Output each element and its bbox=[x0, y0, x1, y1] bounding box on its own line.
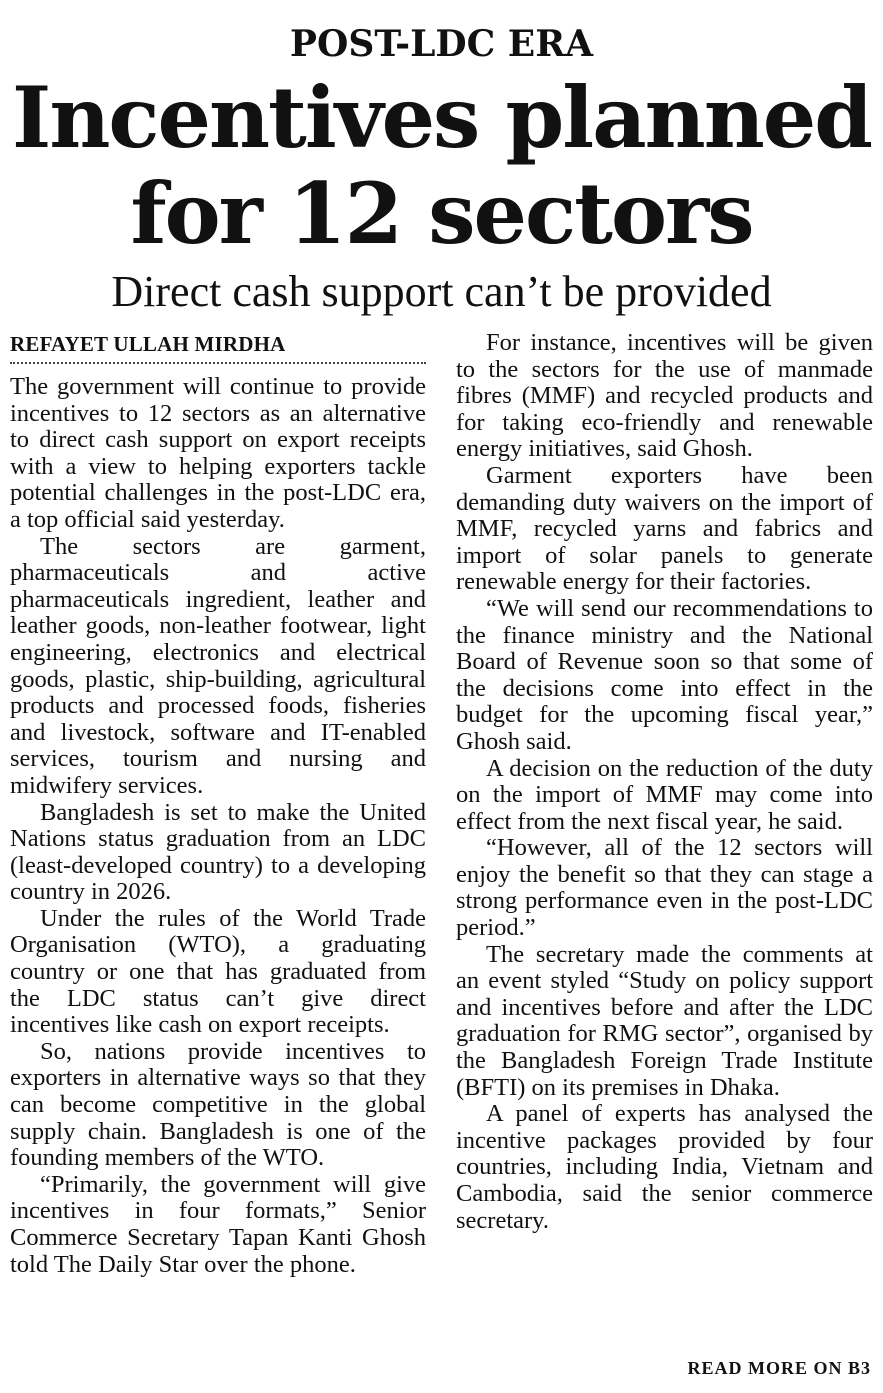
paragraph: For instance, incentives will be given to the sectors for the use of manmade fibres (MMF) and recycled products and for taking eco-friendly and renewable energy initiatives, said Ghosh. bbox=[456, 329, 873, 463]
byline-divider bbox=[10, 362, 426, 364]
byline: REFAYET ULLAH MIRDHA bbox=[10, 332, 286, 356]
paragraph: Bangladesh is set to make the United Nations status graduation from an LDC (least-developed country) to a developing country in 2026. bbox=[10, 798, 426, 906]
read-more-link[interactable]: READ MORE ON B3 bbox=[687, 1358, 871, 1378]
headline-line-1: Incentives planned bbox=[12, 68, 871, 167]
paragraph: “We will send our recommendations to the finance ministry and the National Board of Revenue soon so that some of the decisions come into effect in the budget for the upcoming fiscal year,” Ghosh said. bbox=[456, 594, 873, 755]
paragraph: “However, all of the 12 sectors will enjoy the benefit so that they can stage a strong performance even in the post-LDC period.” bbox=[456, 834, 873, 942]
paragraph: Garment exporters have been demanding duty waivers on the import of MMF, recycled yarns and fabrics and import of solar panels to generate renewable energy for their factories. bbox=[456, 461, 873, 596]
paragraph: So, nations provide incentives to exporters in alternative ways so that they can become competitive in the global supply chain. Bangladesh is one of the founding members of the WTO. bbox=[10, 1037, 426, 1172]
paragraph: A panel of experts has analysed the incentive packages provided by four countries, including India, Vietnam and Cambodia, said the senior commerce secretary. bbox=[456, 1100, 873, 1234]
paragraph: A decision on the reduction of the duty on the import of MMF may come into effect from the next fiscal year, he said. bbox=[456, 754, 873, 835]
article-deck: Direct cash support can’t be provided bbox=[111, 267, 772, 316]
paragraph: “Primarily, the government will give incentives in four formats,” Senior Commerce Secretary Tapan Kanti Ghosh told The Daily Star over the phone. bbox=[10, 1170, 426, 1278]
paragraph: The sectors are garment, pharmaceuticals and active pharmaceuticals ingredient, leather and leather goods, non-leather footwear, light engineering, electronics and electrical goods, plastic, ship-building, agricultural products and processed foods, fisheries and livestock, software and IT-enabled services, tourism and nursing and midwifery services. bbox=[10, 532, 426, 799]
article-headline bbox=[0, 70, 883, 262]
headline-line-2: for 12 sectors bbox=[130, 164, 753, 263]
paragraph: Under the rules of the World Trade Organisation (WTO), a graduating country or one that has graduated from the LDC status can’t give direct incentives like cash on export receipts. bbox=[10, 904, 426, 1039]
paragraph: The secretary made the comments at an event styled “Study on policy support and incentives before and after the LDC graduation for RMG sector”, organised by the Bangladesh Foreign Trade Institute (BFTI) on its premises in Dhaka. bbox=[456, 940, 873, 1101]
article-column-left bbox=[10, 330, 426, 1278]
paragraph: The government will continue to provide incentives to 12 sectors as an alternative to direct cash support on export receipts with a view to helping exporters tackle potential challenges in the post-LDC era, a top official said yesterday. bbox=[10, 373, 426, 533]
article-kicker: POST-LDC ERA bbox=[289, 23, 594, 65]
article-column-right bbox=[456, 330, 873, 1234]
